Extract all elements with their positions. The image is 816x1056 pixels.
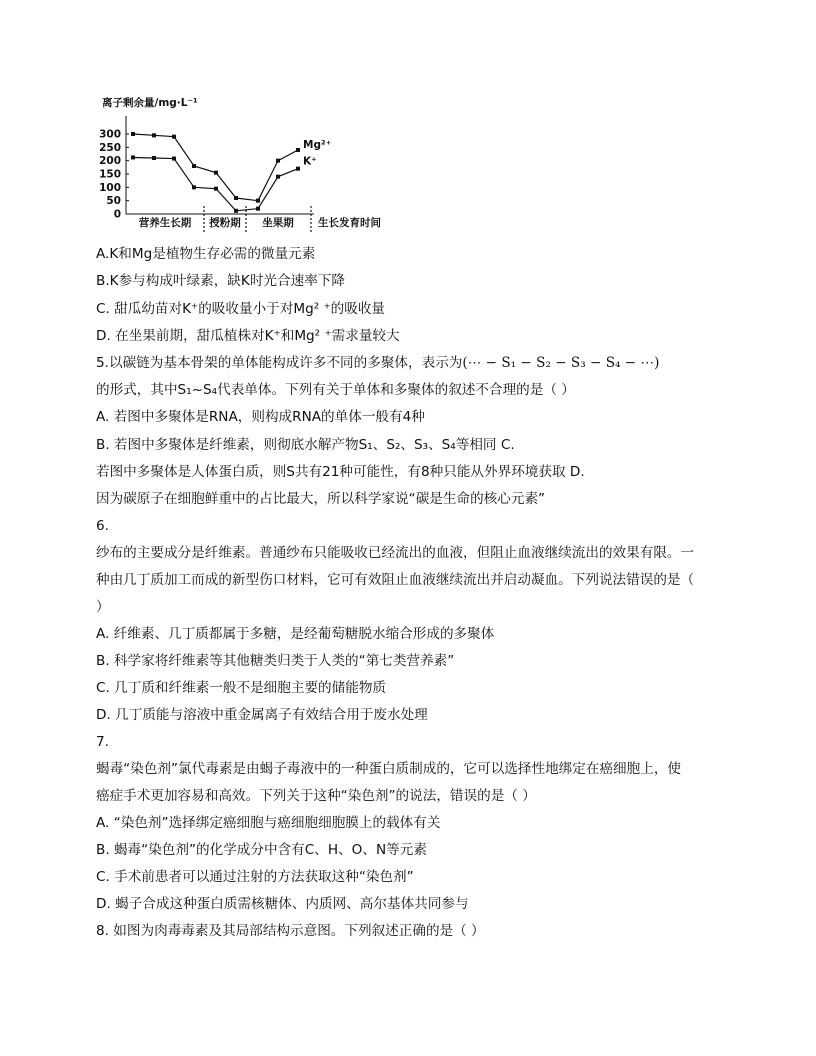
y-axis-ticks	[99, 129, 129, 221]
y-tick-label: 100	[99, 181, 121, 194]
data-point	[256, 199, 260, 203]
data-point	[276, 159, 280, 163]
stage-labels	[139, 216, 294, 229]
data-point	[234, 196, 238, 200]
data-point	[214, 187, 218, 191]
q6-stem-line2: 种由几丁质加工而成的新型伤口材料，它可有效阻止血液继续流出并启动凝血。下列说法错误的是（	[96, 572, 695, 588]
series-labels	[303, 139, 331, 168]
y-tick-label: 0	[113, 208, 121, 221]
data-point	[152, 133, 156, 137]
q7-option-a: A. “染色剂”选择绑定癌细胞与癌细胞细胞膜上的载体有关	[96, 815, 441, 831]
data-point	[192, 164, 196, 168]
series-line	[133, 157, 298, 210]
stage-label: 营养生长期	[138, 217, 192, 229]
data-point	[214, 171, 218, 175]
series-lines	[131, 132, 300, 213]
q6-option-c: C. 几丁质和纤维素一般不是细胞主要的储能物质	[96, 680, 387, 696]
q8-stem: 8. 如图为肉毒毒素及其局部结构示意图。下列叙述正确的是（ ）	[96, 923, 485, 939]
data-point	[276, 175, 280, 179]
q6-option-b: B. 科学家将纤维素等其他糖类归类于人类的“第七类营养素”	[96, 653, 455, 669]
q6-option-d: D. 几丁质能与溶液中重金属离子有效结合用于废水处理	[96, 707, 428, 723]
q4-option-d: D. 在坐果前期，甜瓜植株对K⁺和Mg² ⁺需求量较大	[96, 328, 400, 344]
q5-option-a: A. 若图中多聚体是RNA，则构成RNA的单体一般有4种	[96, 409, 425, 425]
data-point	[296, 167, 300, 171]
q5-option-d: 因为碳原子在细胞鲜重中的占比最大，所以科学家说“碳是生命的核心元素”	[96, 491, 546, 507]
q6-option-a: A. 纤维素、几丁质都属于多糖，是经葡萄糖脱水缩合形成的多聚体	[96, 626, 495, 642]
q7-number: 7.	[96, 734, 109, 750]
q7-stem-line1: 蝎毒“染色剂”氯代毒素是由蝎子毒液中的一种蛋白质制成的，它可以选择性地绑定在癌细胞上，使	[96, 761, 682, 777]
ion-remaining-chart	[96, 94, 396, 234]
q5-option-b: B. 若图中多聚体是纤维素，则彻底水解产物S₁、S₂、S₃、S₄等相同 C.	[96, 437, 515, 453]
data-point	[234, 209, 238, 213]
series-label: Mg²⁺	[303, 139, 332, 151]
data-point	[131, 132, 135, 136]
data-point	[256, 207, 260, 211]
q7-option-d: D. 蝎子合成这种蛋白质需核糖体、内质网、高尔基体共同参与	[96, 896, 469, 912]
q6-stem-line1: 纱布的主要成分是纤维素。普通纱布只能吸收已经流出的血液，但阻止血液继续流出的效果有限。一	[96, 545, 695, 561]
q7-stem-line2: 癌症手术更加容易和高效。下列关于这种“染色剂”的说法，错误的是（ ）	[96, 788, 536, 804]
q4-option-a: A.K和Mg是植物生存必需的微量元素	[96, 246, 316, 262]
y-tick-label: 200	[99, 155, 121, 168]
q6-stem-line3: ）	[96, 599, 110, 615]
y-tick-label: 150	[99, 168, 121, 181]
data-point	[172, 135, 176, 139]
q5-stem-text: 5.以碳链为基本骨架的单体能构成许多不同的多聚体，表示为	[96, 355, 463, 371]
data-point	[152, 156, 156, 160]
q5-option-c: 若图中多聚体是人体蛋白质，则S共有21种可能性，有8种只能从外界环境获取 D.	[96, 464, 585, 480]
stage-label: 坐果期	[262, 217, 294, 229]
q4-option-b: B.K参与构成叶绿素，缺K时光合速率下降	[96, 273, 345, 289]
data-point	[131, 155, 135, 159]
y-axis-label: 离子剩余量/mg·L⁻¹	[102, 97, 198, 109]
y-tick-label: 50	[106, 195, 121, 208]
q6-number: 6.	[96, 518, 109, 534]
q7-option-c: C. 手术前患者可以通过注射的方法获取这种“染色剂”	[96, 869, 414, 885]
q5-formula: (⋯ − S₁ − S₂ − S₃ − S₄ − ⋯)	[462, 355, 660, 371]
data-point	[172, 157, 176, 161]
y-tick-label: 300	[99, 128, 121, 141]
x-axis-label: 生长发育时间	[318, 217, 381, 229]
q5-stem-line1	[96, 354, 659, 372]
y-tick-label: 250	[99, 141, 121, 154]
series-label: K⁺	[303, 155, 317, 168]
q7-option-b: B. 蝎毒“染色剂”的化学成分中含有C、H、O、N等元素	[96, 842, 427, 858]
q5-stem-line2: 的形式，其中S₁~S₄代表单体。下列有关于单体和多聚体的叙述不合理的是（ ）	[96, 382, 575, 398]
stage-label: 授粉期	[209, 217, 241, 229]
data-point	[192, 185, 196, 189]
data-point	[296, 148, 300, 152]
q4-option-c: C. 甜瓜幼苗对K⁺的吸收量小于对Mg² ⁺的吸收量	[96, 301, 386, 317]
